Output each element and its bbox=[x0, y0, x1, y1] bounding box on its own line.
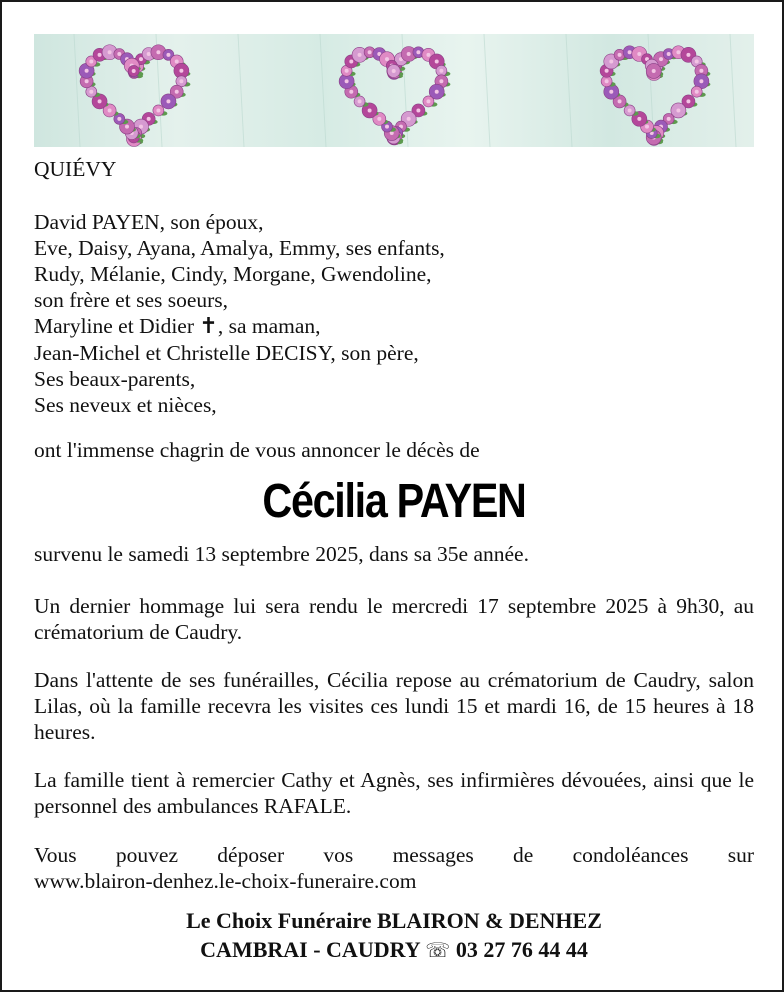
rose-center bbox=[605, 79, 609, 83]
rose-center bbox=[377, 117, 381, 121]
plank-line bbox=[74, 34, 80, 147]
rose-center bbox=[156, 50, 160, 54]
rose-center bbox=[368, 50, 372, 54]
rose-center bbox=[439, 69, 443, 73]
funeral-home-name: Le Choix Funéraire BLAIRON & DENHEZ bbox=[186, 908, 602, 933]
towns: CAMBRAI - CAUDRY bbox=[200, 937, 420, 962]
rose-center bbox=[686, 53, 690, 57]
rose-center bbox=[645, 125, 649, 129]
family-list bbox=[34, 209, 754, 418]
rose-center bbox=[175, 90, 179, 94]
rose-center bbox=[89, 90, 93, 94]
rose-center bbox=[147, 52, 151, 56]
rose-center bbox=[147, 117, 151, 121]
rose-center bbox=[117, 52, 121, 56]
rose-center bbox=[407, 117, 411, 121]
rose-center bbox=[416, 108, 420, 112]
rose-center bbox=[358, 99, 362, 103]
plank-line bbox=[566, 34, 572, 147]
rose-center bbox=[699, 79, 703, 83]
rose-center bbox=[637, 52, 641, 56]
rose-center bbox=[175, 59, 179, 63]
rose-center bbox=[435, 59, 439, 63]
rose-center bbox=[139, 57, 143, 61]
rose-center bbox=[695, 59, 699, 63]
rose-center bbox=[179, 69, 183, 73]
funeral-home-contact bbox=[2, 935, 784, 965]
rose-center bbox=[676, 108, 680, 112]
family-line: David PAYEN, son époux, bbox=[34, 210, 264, 234]
death-line: survenu le samedi 13 septembre 2025, dans sa 35e année. bbox=[34, 542, 529, 566]
rose-center bbox=[385, 57, 389, 61]
plank-line bbox=[238, 34, 244, 147]
plank-line bbox=[320, 34, 326, 147]
rose-center bbox=[426, 99, 430, 103]
phone-number[interactable]: 03 27 76 44 44 bbox=[455, 937, 588, 962]
heart-roses-banner bbox=[34, 34, 754, 147]
condolences-url[interactable]: www.blairon-denhez.le-choix-funeraire.com bbox=[34, 869, 417, 893]
cross-icon: ✝ bbox=[199, 314, 218, 339]
family-line: son frère et ses soeurs, bbox=[34, 288, 229, 312]
rose-center bbox=[349, 90, 353, 94]
rose-center bbox=[345, 69, 349, 73]
rose-center bbox=[609, 90, 613, 94]
family-line: Ses beaux-parents, bbox=[34, 367, 196, 391]
rose-center bbox=[676, 50, 680, 54]
family-line: Eve, Daisy, Ayana, Amalya, Emmy, ses enfants, bbox=[34, 236, 445, 260]
rose-center bbox=[125, 125, 129, 129]
rose-center bbox=[349, 59, 353, 63]
plank-line bbox=[484, 34, 490, 147]
rose-center bbox=[85, 79, 89, 83]
rose-center bbox=[426, 53, 430, 57]
rose-center bbox=[89, 59, 93, 63]
rest-paragraph: Dans l'attente de ses funérailles, Cécilia repose au crématorium de Caudry, salon Lilas, où la famille recevra les visites ces lundi 15 et mardi 16, de 15 heures à 18 heures. bbox=[34, 668, 754, 744]
rose-center bbox=[695, 90, 699, 94]
announcement: ont l'immense chagrin de vous annoncer le décès de bbox=[34, 438, 480, 462]
rose-center bbox=[392, 69, 396, 73]
rose-center bbox=[652, 69, 656, 73]
rose-center bbox=[156, 108, 160, 112]
rose-center bbox=[609, 59, 613, 63]
rose-center bbox=[686, 99, 690, 103]
rose-center bbox=[439, 79, 443, 83]
rose-center bbox=[618, 99, 622, 103]
rose-center bbox=[98, 99, 102, 103]
rose-center bbox=[358, 53, 362, 57]
thanks-paragraph: La famille tient à remercier Cathy et Agnès, ses infirmières dévouées, ainsi que le personnel des ambulances RAFALE. bbox=[34, 768, 754, 818]
rose-center bbox=[108, 50, 112, 54]
phone-icon: ☏ bbox=[425, 938, 451, 962]
rose-center bbox=[667, 52, 671, 56]
rose-center bbox=[345, 79, 349, 83]
family-line: Jean-Michel et Christelle DECISY, son père, bbox=[34, 341, 419, 365]
rose-center bbox=[108, 108, 112, 112]
rose-center bbox=[385, 125, 389, 129]
rose-center bbox=[667, 117, 671, 121]
family-line: Rudy, Mélanie, Cindy, Morgane, Gwendoline, bbox=[34, 262, 432, 286]
rose-center bbox=[605, 69, 609, 73]
rose-center bbox=[416, 50, 420, 54]
rose-center bbox=[407, 52, 411, 56]
rose-center bbox=[166, 99, 170, 103]
rose-center bbox=[117, 117, 121, 121]
rose-center bbox=[179, 79, 183, 83]
rose-center bbox=[98, 53, 102, 57]
rose-center bbox=[435, 90, 439, 94]
deceased-name: Cécilia PAYEN bbox=[262, 475, 526, 528]
condolences-line: Vous pouvez déposer vos messages de condoléances sur bbox=[34, 843, 754, 867]
plank-line bbox=[730, 34, 736, 147]
rose-center bbox=[139, 125, 143, 129]
rose-center bbox=[166, 53, 170, 57]
rose-center bbox=[659, 57, 663, 61]
rose-center bbox=[699, 69, 703, 73]
tribute-paragraph: Un dernier hommage lui sera rendu le mercredi 17 septembre 2025 à 9h30, au crématorium de Caudry. bbox=[34, 594, 754, 644]
family-line: Ses neveux et nièces, bbox=[34, 393, 217, 417]
banner-image bbox=[34, 34, 754, 147]
family-line: Maryline et Didier ✝, sa maman, bbox=[34, 314, 321, 339]
rose-center bbox=[618, 53, 622, 57]
rose-center bbox=[628, 50, 632, 54]
rose-center bbox=[628, 108, 632, 112]
rose-center bbox=[637, 117, 641, 121]
location: QUIÉVY bbox=[34, 157, 117, 181]
condolences-paragraph bbox=[34, 842, 754, 894]
rose-center bbox=[132, 69, 136, 73]
rose-center bbox=[368, 108, 372, 112]
rose-center bbox=[85, 69, 89, 73]
